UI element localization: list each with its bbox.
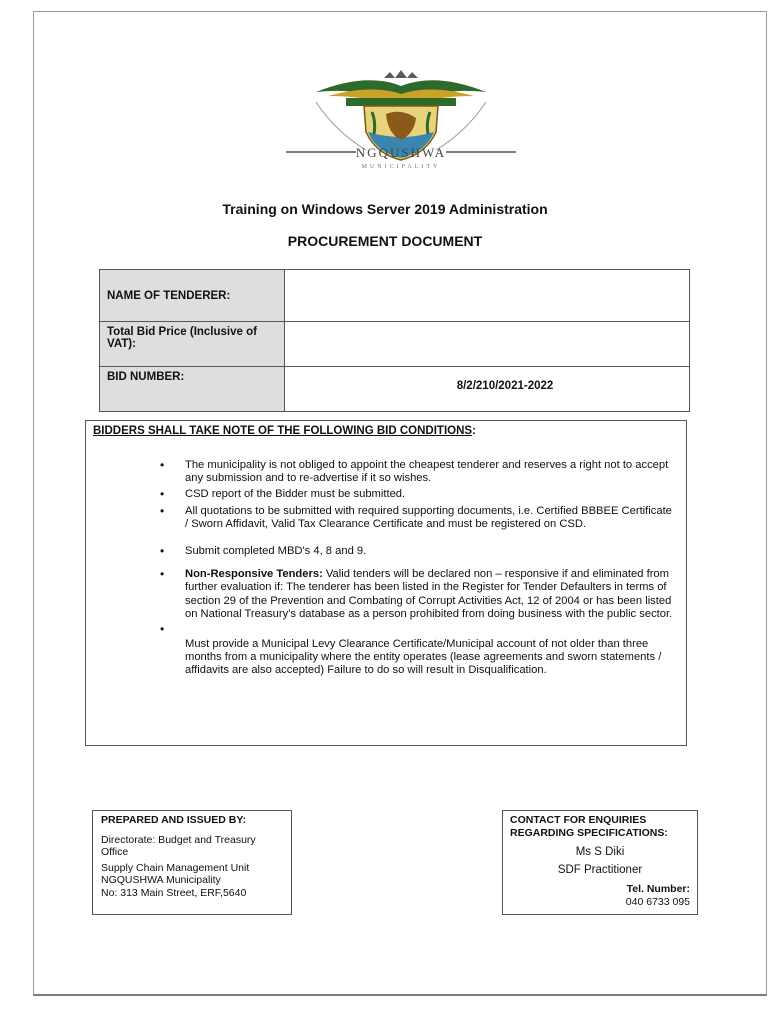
conditions-heading-colon: : <box>472 425 476 437</box>
bid-conditions-box <box>85 420 687 746</box>
bid-price-field[interactable] <box>285 322 690 367</box>
contact-role: SDF Practitioner <box>557 864 643 876</box>
prepared-line: NGQUSHWA Municipality <box>101 874 221 886</box>
bid-number-label: BID NUMBER: <box>100 367 285 412</box>
prepared-line: Directorate: Budget and Treasury Office <box>101 833 256 858</box>
list-item <box>86 568 686 621</box>
tel-number: 040 6733 095 <box>625 896 690 908</box>
contact-heading-2: REGARDING SPECIFICATIONS: <box>510 827 668 839</box>
list-item: Must provide a Municipal Levy Clearance Certificate/Municipal account of not older than three months from a municipality where the entity operates (lease agreements and sworn statements / affidavits are also accepted) Failure to do so will result in Disqualification. <box>185 638 662 677</box>
list-item: • The municipality is not obliged to appoint the cheapest tenderer and reserves a right not to accept any submission and to re-advertise if it so wishes. <box>86 459 686 485</box>
tenderer-name-field[interactable] <box>285 270 690 322</box>
non-responsive-text: Valid tenders will be declared non – responsive if and eliminated from further evaluation if: The tenderer has been listed in the Register for Tender Defaulters in terms of section 29 of the Prevention and Combating of Corrupt Activities Act, 12 of 2004 or has been listed on National Treasury's database as a person prohibited from doing business with the public sector. <box>185 568 673 620</box>
bid-price-label: Total Bid Price (Inclusive of VAT): <box>100 322 285 367</box>
logo-text: NGQUSHWA <box>355 145 447 160</box>
contact-name: Ms S Diki <box>575 846 625 858</box>
conditions-heading <box>93 425 476 437</box>
table-row <box>100 322 690 367</box>
tenderer-name-label: NAME OF TENDERER: <box>100 270 285 322</box>
tel-label: Tel. Number: <box>626 883 690 895</box>
contact-box <box>502 810 698 915</box>
prepared-line: Supply Chain Management Unit <box>101 861 250 874</box>
list-item-empty <box>86 623 686 636</box>
bid-number-cell <box>285 367 690 412</box>
conditions-heading-text: BIDDERS SHALL TAKE NOTE OF THE FOLLOWING BID CONDITIONS <box>93 425 473 437</box>
list-item: • CSD report of the Bidder must be submitted. <box>86 488 686 501</box>
tender-info-table <box>99 269 690 412</box>
document-subtitle: PROCUREMENT DOCUMENT <box>287 233 483 249</box>
list-item: • All quotations to be submitted with required supporting documents, i.e. Certified BBBEE Certificate / Sworn Affidavit, Valid Tax Clearance Certificate and must be registered on CSD. <box>86 505 686 531</box>
prepared-line: No: 313 Main Street, ERF,5640 <box>101 886 247 899</box>
non-responsive-label: Non-Responsive Tenders: <box>185 568 323 581</box>
list-item: • Submit completed MBD's 4, 8 and 9. <box>86 545 686 558</box>
table-row <box>100 367 690 412</box>
prepared-by-box <box>92 810 292 915</box>
conditions-list <box>86 459 686 678</box>
municipality-logo <box>276 62 526 172</box>
crest-emblem <box>276 62 526 172</box>
document-title: Training on Windows Server 2019 Administration <box>222 201 548 217</box>
logo-subtext: MUNICIPALITY <box>361 164 441 170</box>
table-row <box>100 270 690 322</box>
bid-number-value: 8/2/210/2021-2022 <box>456 380 554 392</box>
contact-heading-1: CONTACT FOR ENQUIRIES <box>510 814 647 826</box>
prepared-heading: PREPARED AND ISSUED BY: <box>101 814 247 826</box>
